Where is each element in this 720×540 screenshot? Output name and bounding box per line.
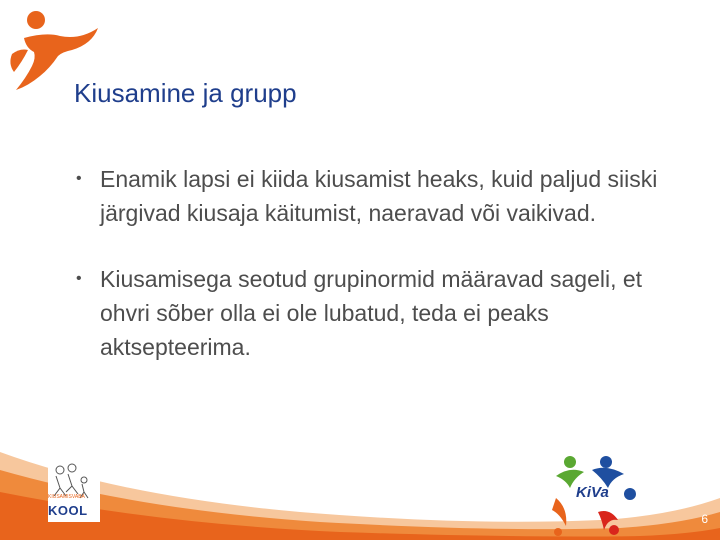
page-number: 6 bbox=[701, 512, 708, 526]
bullet-text: Enamik lapsi ei kiida kiusamist heaks, kuid paljud siiski järgivad kiusaja käitumist, naeravad või vaikivad. bbox=[100, 166, 658, 226]
school-logo-label: KOOL bbox=[48, 503, 88, 518]
bullet-marker: • bbox=[76, 170, 82, 187]
school-logo-subtitle: KIUSAMISVABA bbox=[48, 494, 85, 500]
bullet-marker: • bbox=[76, 270, 82, 287]
slide-title: Kiusamine ja grupp bbox=[74, 78, 297, 108]
kiva-logo-label: KiVa bbox=[576, 484, 609, 501]
bullet-text: Kiusamisega seotud grupinormid määravad sageli, et ohvri sõber olla ei ole lubatud, teda ei peaks aktsepteerima. bbox=[100, 266, 643, 360]
